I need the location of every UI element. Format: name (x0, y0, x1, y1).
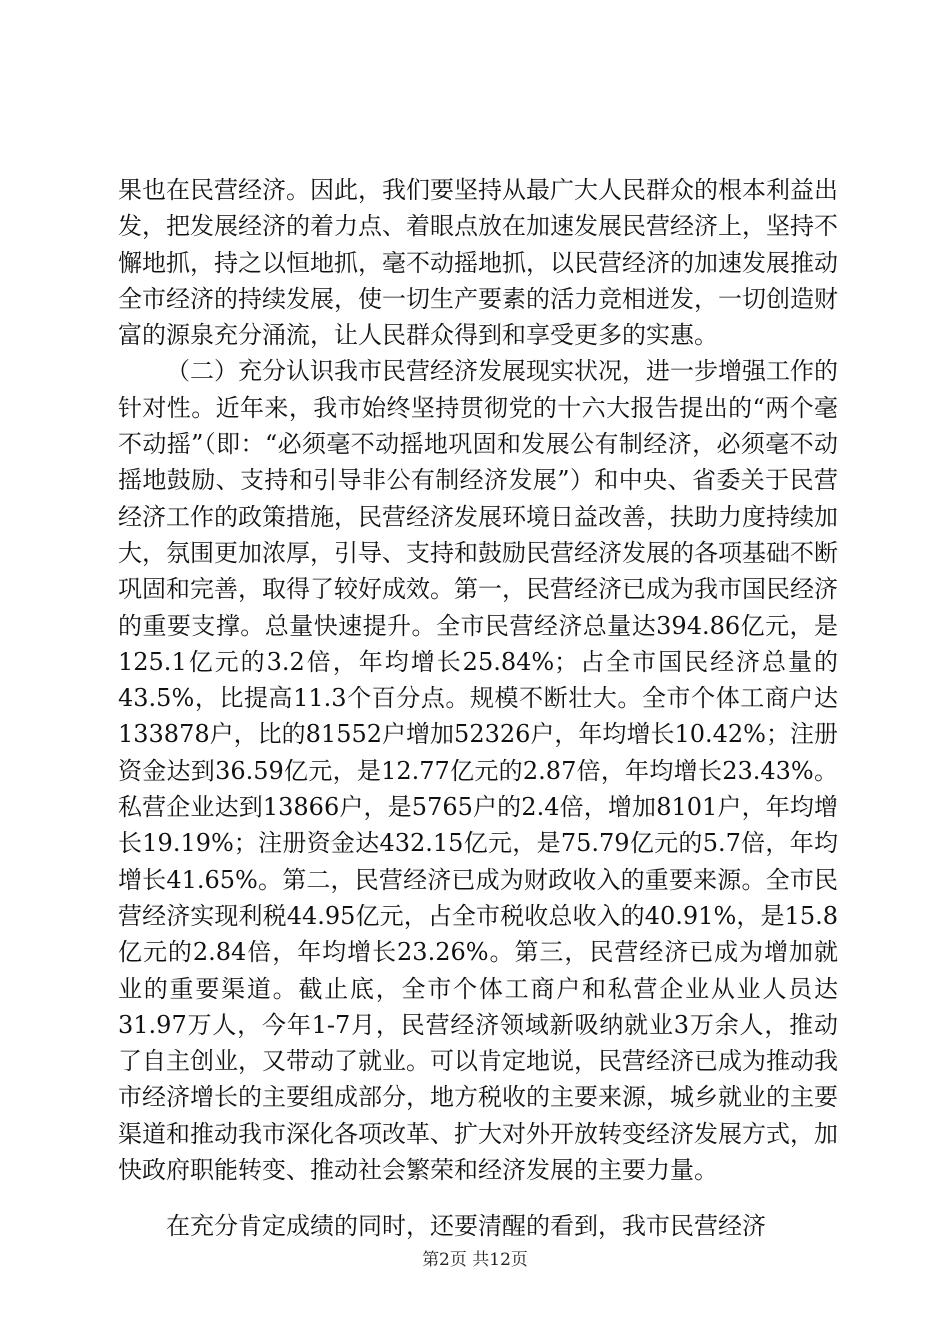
paragraph-1: 果也在民营经济。因此，我们要坚持从最广大人民群众的根本利益出发，把发展经济的着力点、着眼点放在加速发展民营经济上，坚持不懈地抓，持之以恒地抓，毫不动摇地抓，以民营经济的加速发展推动全市经济的持续发展，使一切生产要素的活力竞相迸发，一切创造财富的源泉充分涌流，让人民群众得到和享受更多的实惠。 (118, 176, 838, 350)
document-body (118, 172, 838, 1245)
page-number-footer: 第2页 共12页 (422, 1250, 528, 1270)
paragraph-2: （二）充分认识我市民营经济发展现实状况，进一步增强工作的针对性。近年来，我市始终坚持贯彻党的十六大报告提出的“两个毫不动摇”（即：“必须毫不动摇地巩固和发展公有制经济，必须毫不动摇地鼓励、支持和引导非公有制经济发展”）和中央、省委关于民营经济工作的政策措施，民营经济发展环境日益改善，扶助力度持续加大，氛围更加浓厚，引导、支持和鼓励民营经济发展的各项基础不断巩固和完善，取得了较好成效。第一，民营经济已成为我市国民经济的重要支撑。总量快速提升。全市民营经济总量达394.86亿元，是125.1亿元的3.2倍，年均增长25.84%；占全市国民经济总量的43.5%，比提高11.3个百分点。规模不断壮大。全市个体工商户达133878户，比的81552户增加52326户，年均增长10.42%；注册资金达到36.59亿元，是12.77亿元的2.87倍，年均增长23.43%。私营企业达到13866户，是5765户的2.4倍，增加8101户，年均增长19.19%；注册资金达432.15亿元，是75.79亿元的5.7倍，年均增长41.65%。第二，民营经济已成为财政收入的重要来源。全市民营经济实现利税44.95亿元，占全市税收总收入的40.91%，是15.8亿元的2.84倍，年均增长23.26%。第三，民营经济已成为增加就业的重要渠道。截止底，全市个体工商户和私营企业从业人员达31.97万人，今年1-7月，民营经济领域新吸纳就业3万余人，推动了自主创业，又带动了就业。可以肯定地说，民营经济已成为推动我市经济增长的主要组成部分，地方税收的主要来源，城乡就业的主要渠道和推动我市深化各项改革、扩大对外开放转变经济发展方式，加快政府职能转变、推动社会繁荣和经济发展的主要力量。 (118, 357, 838, 1185)
paragraph-3: 在充分肯定成绩的同时，还要清醒的看到，我市民营经济 (166, 1212, 766, 1241)
